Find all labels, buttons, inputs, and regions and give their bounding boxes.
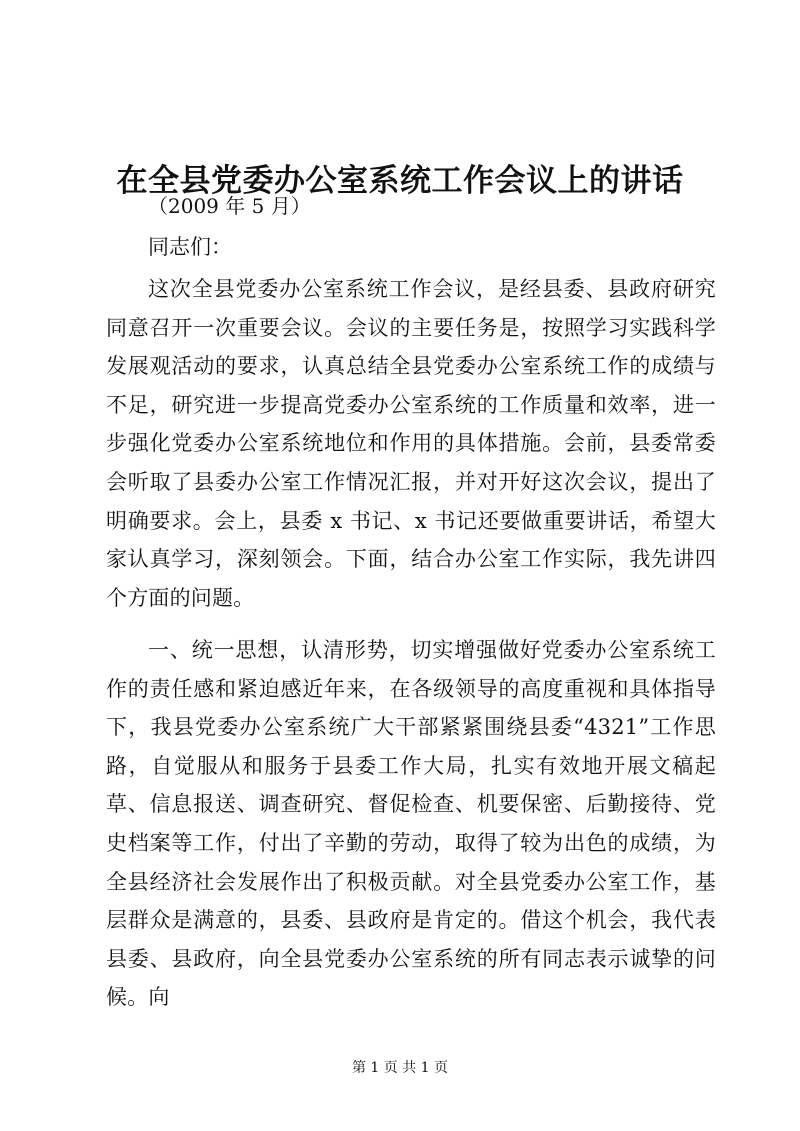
body-paragraph-intro: 这次全县党委办公室系统工作会议，是经县委、县政府研究同意召开一次重要会议。会议的主要任务是，按照学习实践科学发展观活动的要求，认真总结全县党委办公室系统工作的成绩与不足，研究进一步提高党委办公室系统的工作质量和效率，进一步强化党委办公室系统地位和作用的具体措施。会前，县委常委会听取了县委办公室工作情况汇报，并对开好这次会议，提出了明确要求。会上，县委 x 书记、x 书记还要做重要讲话，希望大家认真学习，深刻领会。下面，结合办公室工作实际，我先讲四个方面的问题。 — [106, 277, 716, 610]
document-title: 在全县党委办公室系统工作会议上的讲话 — [116, 162, 684, 199]
page-footer: 第 1 页 共 1 页 — [351, 1060, 449, 1076]
body-paragraph-section-one: 一、统一思想，认清形势，切实增强做好党委办公室系统工作的责任感和紧迫感近年来，在各级领导的高度重视和具体指导下，我县党委办公室系统广大干部紧紧围绕县委“4321”工作思路，自觉服从和服务于县委工作大局，扎实有效地开展文稿起草、信息报送、调查研究、督促检查、机要保密、后勤接待、党史档案等工作，付出了辛勤的劳动，取得了较为出色的成绩，为全县经济社会发展作出了积极贡献。对全县党委办公室工作，基层群众是满意的，县委、县政府是肯定的。借这个机会，我代表县委、县政府，向全县党委办公室系统的所有同志表示诚挚的问候。向 — [106, 638, 716, 1010]
greeting: 同志们： — [148, 235, 232, 259]
speech-date: （2009 年 5 月） — [148, 194, 311, 218]
